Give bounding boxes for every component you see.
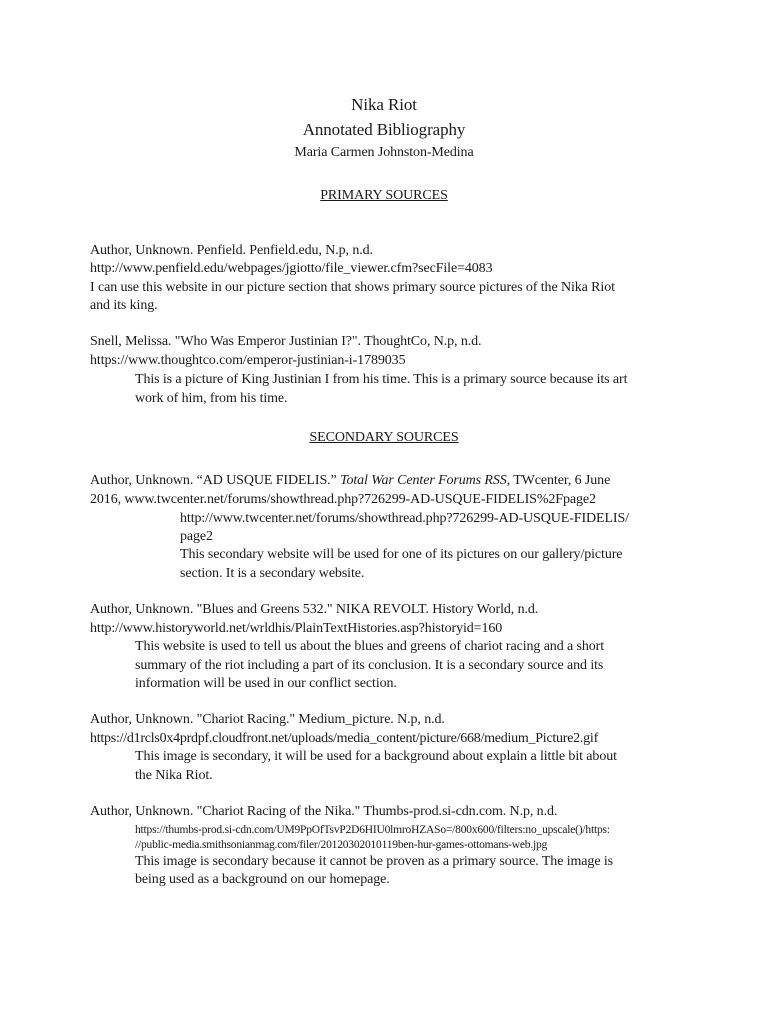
- primary-entry-2-annotation: work of him, from his time.: [135, 391, 288, 406]
- primary-entry-1-annotation: I can use this website in our picture section that shows primary source pictures of the Nika Riot: [90, 280, 615, 295]
- secondary-entry-4-url[interactable]: //public-media.smithsonianmag.com/filer/20120302010119ben-hur-games-ottomans-web.jpg: [135, 839, 548, 851]
- secondary-entry-4-citation: Author, Unknown. "Chariot Racing of the Nika." Thumbs-prod.si-cdn.com. N.p, n.d.: [90, 804, 558, 819]
- primary-entry-1-url[interactable]: http://www.penfield.edu/webpages/jgiotto/file_viewer.cfm?secFile=4083: [90, 261, 493, 276]
- primary-entry-1-citation: Author, Unknown. Penfield. Penfield.edu, N.p, n.d.: [90, 243, 373, 258]
- secondary-entry-1-url[interactable]: page2: [180, 529, 213, 544]
- secondary-entry-1-annotation: section. It is a secondary website.: [180, 566, 365, 581]
- secondary-entry-1-url[interactable]: http://www.twcenter.net/forums/showthread.php?726299-AD-USQUE-FIDELIS/: [180, 511, 629, 526]
- secondary-entry-4-annotation: This image is secondary because it cannot be proven as a primary source. The image is: [135, 854, 613, 869]
- primary-entry-1-annotation: and its king.: [90, 298, 158, 313]
- doc-author: Maria Carmen Johnston-Medina: [294, 145, 474, 160]
- citation-title-italic: Total War Center Forums RSS: [340, 473, 507, 488]
- primary-entry-2-url[interactable]: https://www.thoughtco.com/emperor-justinian-i-1789035: [90, 353, 406, 368]
- secondary-entry-2-url[interactable]: http://www.historyworld.net/wrldhis/PlainTextHistories.asp?historyid=160: [90, 621, 503, 636]
- secondary-entry-3-citation: Author, Unknown. "Chariot Racing." Medium_picture. N.p, n.d.: [90, 712, 445, 727]
- primary-entry-2-annotation: This is a picture of King Justinian I from his time. This is a primary source because its art: [135, 372, 628, 387]
- secondary-sources-heading: SECONDARY SOURCES: [309, 430, 459, 445]
- secondary-entry-2-citation: Author, Unknown. "Blues and Greens 532." NIKA REVOLT. History World, n.d.: [90, 602, 539, 617]
- secondary-entry-3-url[interactable]: https://d1rcls0x4prdpf.cloudfront.net/uploads/media_content/picture/668/medium_Picture2.gif: [90, 731, 598, 746]
- primary-entry-2-citation: Snell, Melissa. "Who Was Emperor Justinian I?". ThoughtCo, N.p, n.d.: [90, 334, 482, 349]
- citation-text: , TWcenter, 6 June: [506, 473, 611, 488]
- doc-subtitle: Annotated Bibliography: [302, 120, 466, 139]
- secondary-entry-3-annotation: This image is secondary, it will be used for a background about explain a little bit about: [135, 749, 617, 764]
- secondary-entry-2-annotation: This website is used to tell us about the blues and greens of chariot racing and a short: [135, 639, 605, 654]
- doc-title: Nika Riot: [351, 95, 417, 114]
- secondary-entry-1-citation: [90, 472, 610, 490]
- secondary-entry-1-annotation: This secondary website will be used for one of its pictures on our gallery/picture: [180, 547, 623, 562]
- citation-text: Author, Unknown. “AD USQUE FIDELIS.”: [90, 473, 341, 488]
- secondary-entry-4-annotation: being used as a background on our homepage.: [135, 872, 390, 887]
- secondary-entry-2-annotation: summary of the riot including a part of its conclusion. It is a secondary source and its: [135, 658, 604, 673]
- primary-sources-heading: PRIMARY SOURCES: [320, 188, 448, 203]
- secondary-entry-3-annotation: the Nika Riot.: [135, 768, 213, 783]
- secondary-entry-4-url[interactable]: https://thumbs-prod.si-cdn.com/UM9PpOfTsvP2D6HIU0lmroHZASo=/800x600/filters:no_upscale()/https:: [135, 824, 610, 836]
- secondary-entry-2-annotation: information will be used in our conflict section.: [135, 676, 397, 691]
- secondary-entry-1-citation: 2016, www.twcenter.net/forums/showthread.php?726299-AD-USQUE-FIDELIS%2Fpage2: [90, 492, 596, 507]
